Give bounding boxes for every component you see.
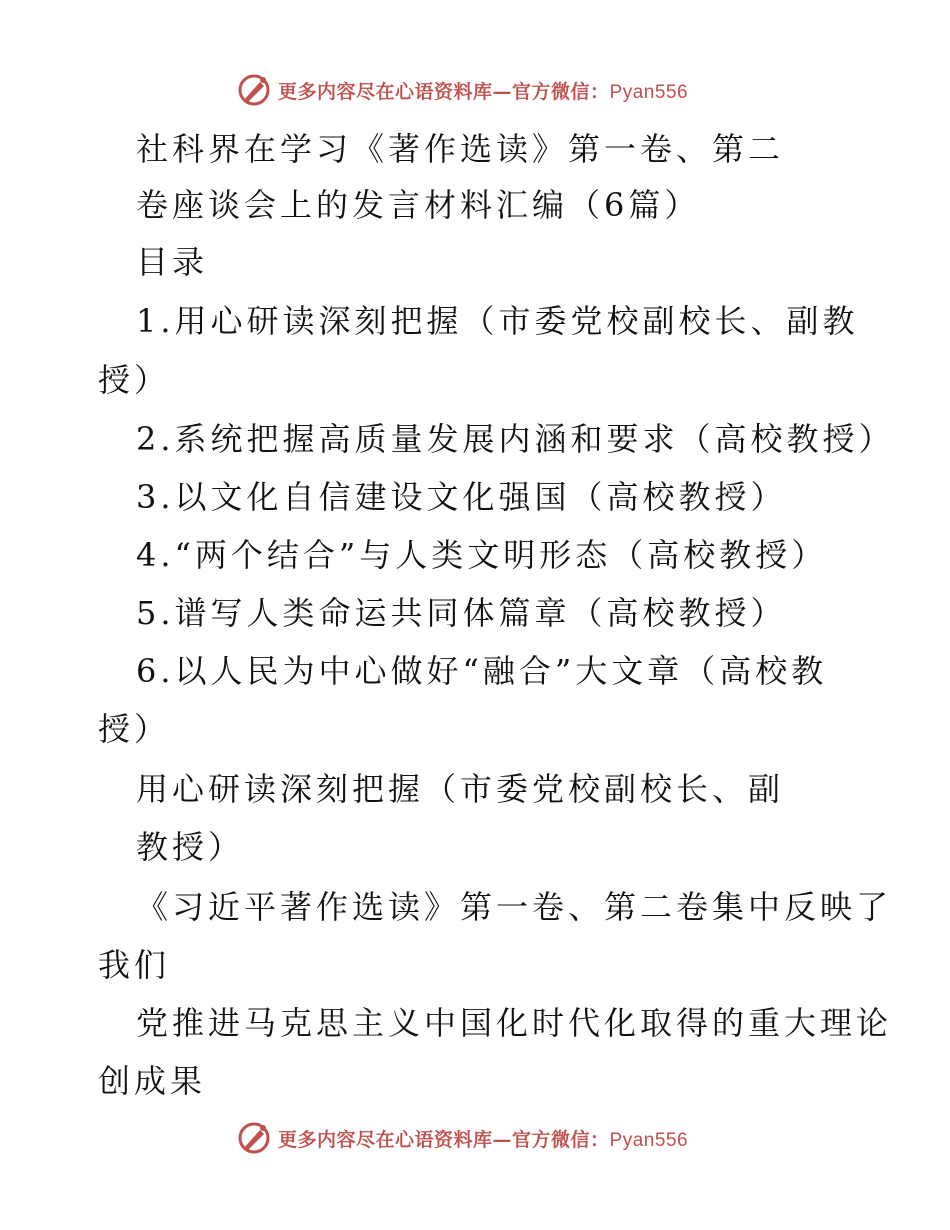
- doc-title-line-1: 社科界在学习《著作选读》第一卷、第二: [136, 130, 785, 168]
- pen-logo-icon: [236, 1120, 272, 1156]
- watermark-text-top: 更多内容尽在心语资料库—官方微信：Pyan556: [278, 80, 689, 103]
- toc-item-2: 2.系统把握高质量发展内涵和要求（高校教授）: [136, 420, 895, 458]
- body-line-2: 我们: [98, 946, 171, 984]
- section-title-line-2: 教授）: [136, 828, 245, 866]
- toc-item-1-cont: 授）: [98, 361, 171, 399]
- body-line-1: 《习近平著作选读》第一卷、第二卷集中反映了: [136, 888, 893, 926]
- toc-item-6-cont: 授）: [98, 710, 171, 748]
- watermark-banner-top: [236, 70, 688, 110]
- watermark-banner-bottom: [236, 1118, 688, 1158]
- pen-logo-icon: [236, 72, 272, 108]
- toc-item-6: 6.以人民为中心做好“融合”大文章（高校教: [136, 652, 828, 690]
- toc-heading: 目录: [136, 243, 209, 281]
- section-title-line-1: 用心研读深刻把握（市委党校副校长、副: [136, 770, 785, 808]
- toc-item-1: 1.用心研读深刻把握（市委党校副校长、副教: [136, 302, 859, 340]
- body-line-3: 党推进马克思主义中国化时代化取得的重大理论: [136, 1004, 893, 1042]
- toc-item-5: 5.谱写人类命运共同体篇章（高校教授）: [136, 594, 787, 632]
- toc-item-3: 3.以文化自信建设文化强国（高校教授）: [136, 478, 787, 516]
- doc-title-line-2: 卷座谈会上的发言材料汇编（6篇）: [136, 186, 701, 224]
- toc-item-4: 4.“两个结合”与人类文明形态（高校教授）: [136, 536, 828, 574]
- watermark-text-bottom: 更多内容尽在心语资料库—官方微信：Pyan556: [278, 1128, 689, 1151]
- body-line-4: 创成果: [98, 1062, 207, 1100]
